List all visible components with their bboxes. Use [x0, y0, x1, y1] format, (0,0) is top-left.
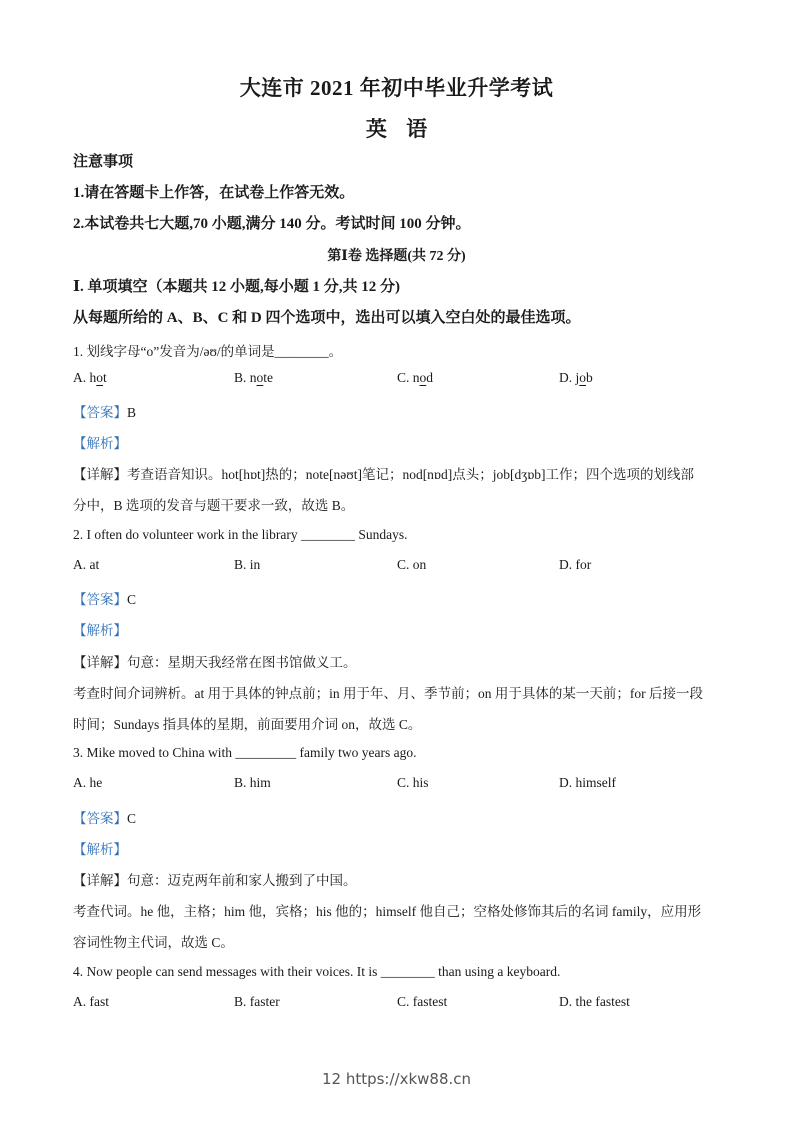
- option-d: D. for: [559, 557, 592, 572]
- question-3-detail-2: 容词性物主代词，故选 C。: [73, 935, 234, 950]
- question-2-analysis-label: 【解析】: [73, 623, 127, 638]
- question-3-analysis-label: 【解析】: [73, 842, 127, 857]
- option-d: D. himself: [559, 775, 616, 790]
- option-c: C. fastest: [397, 994, 448, 1009]
- option-b: B. faster: [234, 994, 280, 1009]
- question-2-stem: 2. I often do volunteer work in the library ________ Sundays.: [73, 527, 408, 542]
- option-c: C. his: [397, 775, 429, 790]
- question-1-answer: 【答案】B: [73, 405, 137, 420]
- note-item-1: 1.请在答题卡上作答，在试卷上作答无效。: [73, 185, 355, 201]
- question-3-stem: 3. Mike moved to China with _________ family two years ago.: [73, 745, 417, 760]
- question-2-options: [73, 557, 753, 575]
- option-a: A. hot: [73, 370, 107, 385]
- question-1-detail-1: 【详解】考查语音知识。hot[hɒt]热的；note[nəʊt]笔记；nod[nɒd]点头；job[dʒɒb]工作；四个选项的划线部: [73, 467, 695, 482]
- option-d: D. the fastest: [559, 994, 630, 1009]
- option-b: B. note: [234, 370, 274, 385]
- option-a: A. he: [73, 775, 103, 790]
- option-a: A. at: [73, 557, 100, 572]
- option-c: C. on: [397, 557, 427, 572]
- question-3-options: [73, 775, 753, 793]
- question-2-detail-1: 考查时间介词辨析。at 用于具体的钟点前；in 用于年、月、季节前；on 用于具体的某一天前；for 后接一段: [73, 686, 703, 701]
- option-a: A. fast: [73, 994, 109, 1009]
- section-heading: Ⅰ. 单项填空（本题共 12 小题,每小题 1 分,共 12 分): [73, 279, 401, 295]
- question-4-stem: 4. Now people can send messages with their voices. It is ________ than using a keyboard.: [73, 964, 561, 979]
- question-1-detail-2: 分中，B 选项的发音与题干要求一致，故选 B。: [73, 498, 355, 513]
- part-heading: 第Ⅰ卷 选择题(共 72 分): [327, 249, 466, 264]
- question-1-options: [73, 370, 753, 388]
- question-3-detail-1: 考查代词。he 他，主格；him 他，宾格；his 他的；himself 他自己；空格处修饰其后的名词 family，应用形: [73, 904, 702, 919]
- question-3-answer: 【答案】C: [73, 811, 137, 826]
- question-2-detail-2: 时间；Sundays 指具体的星期，前面要用介词 on，故选 C。: [73, 717, 422, 732]
- question-3-detail-first: 【详解】句意：迈克两年前和家人搬到了中国。: [73, 873, 357, 888]
- question-1-analysis-label: 【解析】: [73, 436, 127, 451]
- section-instruction: 从每题所给的 A、B、C 和 D 四个选项中，选出可以填入空白处的最佳选项。: [73, 310, 581, 326]
- note-item-2: 2.本试卷共七大题,70 小题,满分 140 分。考试时间 100 分钟。: [73, 216, 471, 232]
- page-footer: 12 https://xkw88.cn: [321, 1070, 472, 1088]
- question-2-detail-first: 【详解】句意：星期天我经常在图书馆做义工。: [73, 655, 357, 670]
- option-c: C. nod: [397, 370, 434, 385]
- option-b: B. him: [234, 775, 271, 790]
- exam-title: 大连市 2021 年初中毕业升学考试: [239, 76, 554, 100]
- question-1-stem: 1. 划线字母“o”发音为/əʊ/的单词是________。: [73, 344, 343, 359]
- subject-title: 英 语: [365, 117, 428, 141]
- question-4-options: [73, 994, 753, 1012]
- question-2-answer: 【答案】C: [73, 592, 137, 607]
- option-b: B. in: [234, 557, 261, 572]
- option-d: D. job: [559, 370, 593, 385]
- notes-heading: 注意事项: [73, 154, 134, 170]
